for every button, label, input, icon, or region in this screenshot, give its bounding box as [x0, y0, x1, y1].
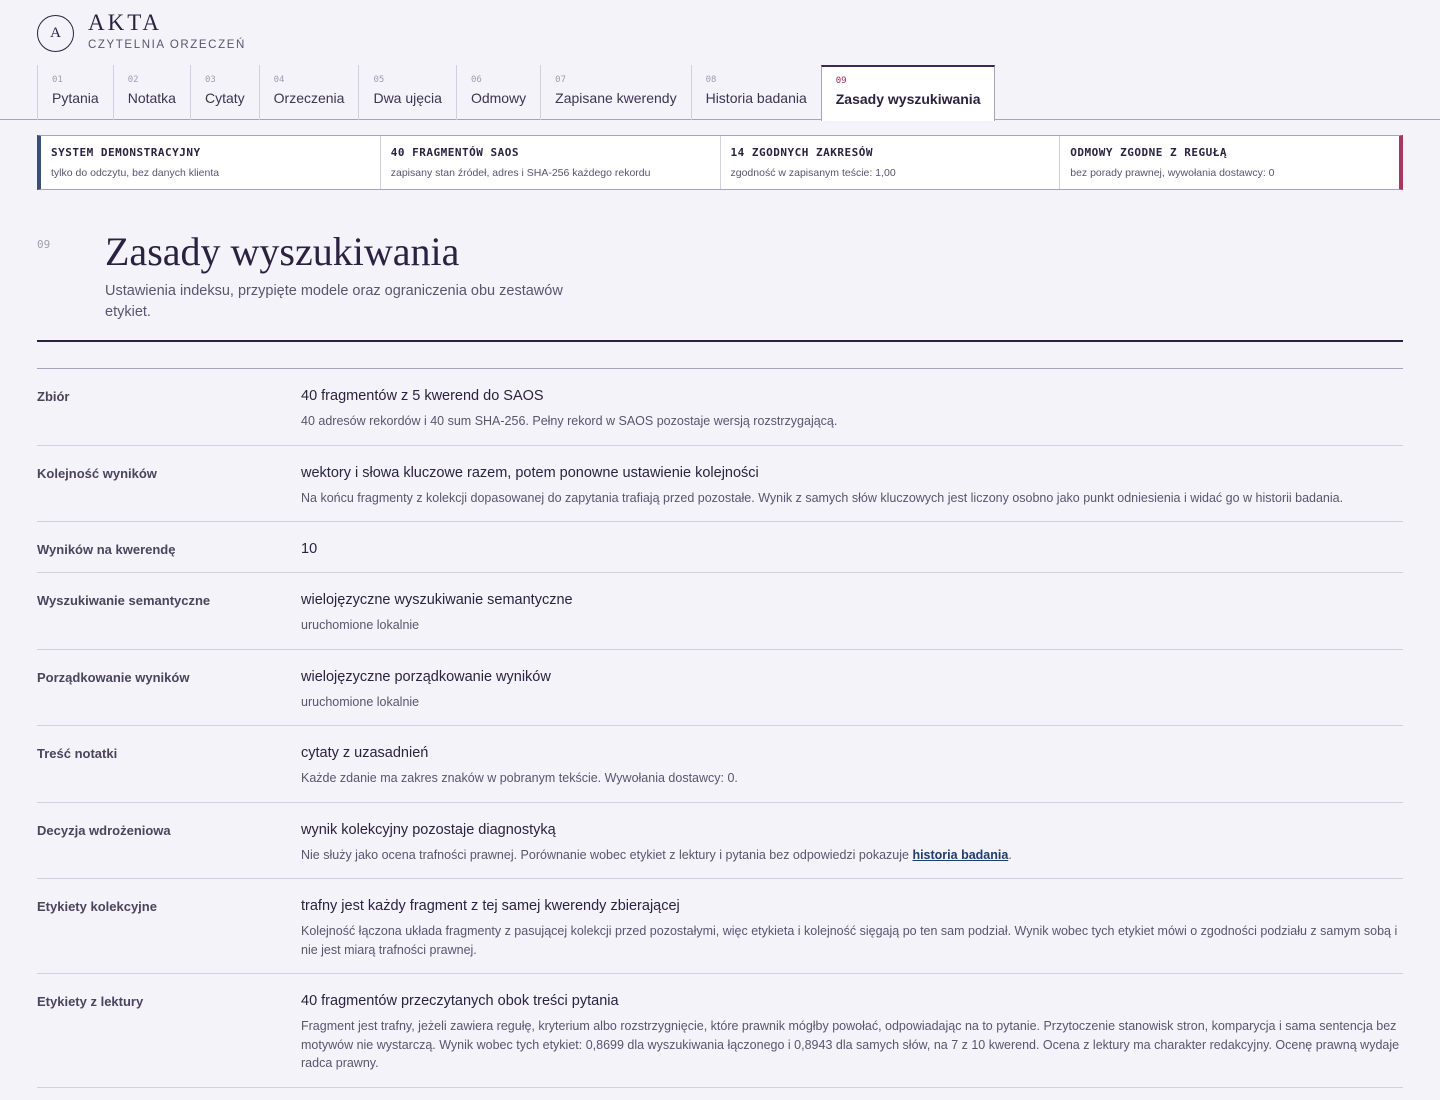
- tab-label: Zasady wyszukiwania: [835, 91, 981, 107]
- tab-number: 07: [555, 75, 567, 85]
- settings-row: [37, 522, 1403, 573]
- tab-number: 02: [127, 75, 139, 85]
- settings-row: [37, 650, 1403, 727]
- row-label: Wyszukiwanie semantyczne: [37, 593, 211, 608]
- tab-cytaty[interactable]: [190, 65, 259, 120]
- tab-label: Orzeczenia: [273, 90, 345, 106]
- settings-row: [37, 803, 1403, 880]
- tab-number: 01: [52, 75, 63, 85]
- tab-label: Historia badania: [705, 90, 807, 106]
- row-label: Wyników na kwerendę: [37, 542, 176, 557]
- tab-pytania[interactable]: [37, 65, 113, 120]
- section-divider: [37, 340, 1403, 342]
- settings-list: [37, 368, 1403, 1088]
- row-note: Fragment jest trafny, jeżeli zawiera regułę, kryterium albo rozstrzygnięcie, które prawnik mógłby powołać, odpowiadając na to pytanie. Przytoczenie stanowisk stron, komparycja i sama sentencja bez motywów nie wystarczą. Wynik wobec tych etykiet: 0,8699 dla wyszukiwania łączonego i 0,8943 dla samych słów, na 7 z 10 kwerend. Ocena z lektury ma charakter redakcyjny. Ocenę prawną wydaje radca prawny.: [301, 1019, 1400, 1070]
- row-note: uruchomione lokalnie: [301, 694, 420, 709]
- status-subtitle: bez porady prawnej, wywołania dostawcy: 0: [1070, 167, 1275, 179]
- row-note: Na końcu fragmenty z kolekcji dopasowanej do zapytania trafiają przed pozostałe. Wynik z samych słów kluczowych jest liczony osobno jako punkt odniesienia i widać go w historii badania.: [301, 490, 1344, 505]
- row-note: Każde zdanie ma zakres znaków w pobranym tekście. Wywołania dostawcy: 0.: [301, 771, 738, 785]
- tab-historia-badania[interactable]: [691, 65, 821, 120]
- tab-label: Zapisane kwerendy: [555, 90, 677, 106]
- row-value: wektory i słowa kluczowe razem, potem ponowne ustawienie kolejności: [301, 464, 759, 481]
- tab-number: 06: [470, 75, 482, 85]
- tab-label: Dwa ujęcia: [373, 90, 442, 106]
- history-link[interactable]: historia badania: [912, 847, 1009, 862]
- tab-odmowy[interactable]: [456, 65, 540, 120]
- row-value: trafny jest każdy fragment z tej samej kwerendy zbierającej: [301, 898, 680, 914]
- row-value: wynik kolekcyjny pozostaje diagnostyką: [301, 821, 556, 838]
- page-description: Ustawienia indeksu, przypięte modele oraz ograniczenia obu zestawów etykiet.: [105, 283, 563, 320]
- settings-row: [37, 879, 1403, 974]
- status-title: SYSTEM DEMONSTRACYJNY: [51, 146, 201, 159]
- row-label: Decyzja wdrożeniowa: [37, 822, 171, 838]
- row-value: cytaty z uzasadnień: [301, 745, 429, 761]
- tab-label: Notatka: [127, 90, 176, 106]
- brand-subtitle: CZYTELNIA ORZECZEŃ: [88, 39, 246, 51]
- row-note: Kolejność łączona układa fragmenty z pasującej kolekcji przed pozostałymi, więc etykieta i kolejność sięgają po ten sam podział. Wynik wobec tych etykiet mówi o zgodności podziału z samym sobą i nie jest miarą trafności prawnej.: [301, 924, 1398, 957]
- tab-zapisane-kwerendy[interactable]: [540, 65, 690, 120]
- tab-label: Pytania: [52, 90, 99, 106]
- tab-label: Odmowy: [470, 90, 527, 106]
- section-number: 09: [37, 238, 51, 251]
- row-note: uruchomione lokalnie: [301, 618, 420, 632]
- status-cell: [380, 136, 720, 189]
- status-cell: [720, 136, 1060, 189]
- row-label: Etykiety z lektury: [37, 994, 144, 1009]
- status-subtitle: zgodność w zapisanym teście: 1,00: [730, 167, 896, 179]
- logo-mark[interactable]: A: [37, 15, 74, 52]
- page-title: Zasady wyszukiwania: [105, 229, 460, 274]
- row-value: wielojęzyczne wyszukiwanie semantyczne: [301, 592, 573, 608]
- row-label: Zbiór: [37, 389, 70, 404]
- row-label: Etykiety kolekcyjne: [37, 899, 157, 914]
- settings-row: [37, 726, 1403, 803]
- status-cell: [41, 136, 380, 189]
- tab-dwa-ujecia[interactable]: [358, 65, 455, 120]
- tab-zasady-wyszukiwania[interactable]: [821, 65, 996, 121]
- settings-row: [37, 369, 1403, 446]
- tab-number: 08: [705, 75, 717, 85]
- row-label: Porządkowanie wyników: [37, 669, 190, 685]
- tab-number: 04: [273, 75, 285, 85]
- row-value: 40 fragmentów przeczytanych obok treści pytania: [301, 993, 619, 1009]
- row-value: 40 fragmentów z 5 kwerend do SAOS: [301, 388, 544, 404]
- status-title: ODMOWY ZGODNE Z REGUŁĄ: [1070, 146, 1227, 159]
- status-subtitle: tylko do odczytu, bez danych klienta: [51, 167, 220, 179]
- settings-row: [37, 974, 1403, 1088]
- row-note-end: .: [1008, 847, 1012, 862]
- tab-orzeczenia[interactable]: [259, 65, 359, 120]
- tab-number: 05: [373, 75, 385, 85]
- status-subtitle: zapisany stan źródeł, adres i SHA-256 każdego rekordu: [390, 167, 651, 179]
- status-cell: [1059, 136, 1399, 189]
- row-note-text: Nie służy jako ocena trafności prawnej. Porównanie wobec etykiet z lektury i pytania bez odpowiedzi pokazuje: [301, 847, 909, 862]
- tab-label: Cytaty: [204, 90, 245, 106]
- settings-row: [37, 446, 1403, 523]
- row-note: [301, 846, 1403, 865]
- status-title: 14 ZGODNYCH ZAKRESÓW: [730, 146, 873, 159]
- row-value: 10: [301, 541, 318, 557]
- settings-row: [37, 573, 1403, 650]
- row-label: Kolejność wyników: [37, 465, 157, 481]
- row-value: wielojęzyczne porządkowanie wyników: [301, 668, 551, 685]
- brand-name: AKTA: [88, 10, 163, 35]
- tab-bar: [37, 65, 995, 120]
- tab-number: 03: [204, 75, 216, 85]
- status-bar: [37, 135, 1403, 190]
- app-header: [0, 0, 1440, 120]
- row-note: 40 adresów rekordów i 40 sum SHA-256. Pełny rekord w SAOS pozostaje wersją rozstrzygającą.: [301, 414, 838, 428]
- status-title: 40 FRAGMENTÓW SAOS: [390, 146, 519, 159]
- row-label: Treść notatki: [37, 746, 118, 761]
- tab-number: 09: [835, 76, 847, 86]
- tab-notatka[interactable]: [113, 65, 190, 120]
